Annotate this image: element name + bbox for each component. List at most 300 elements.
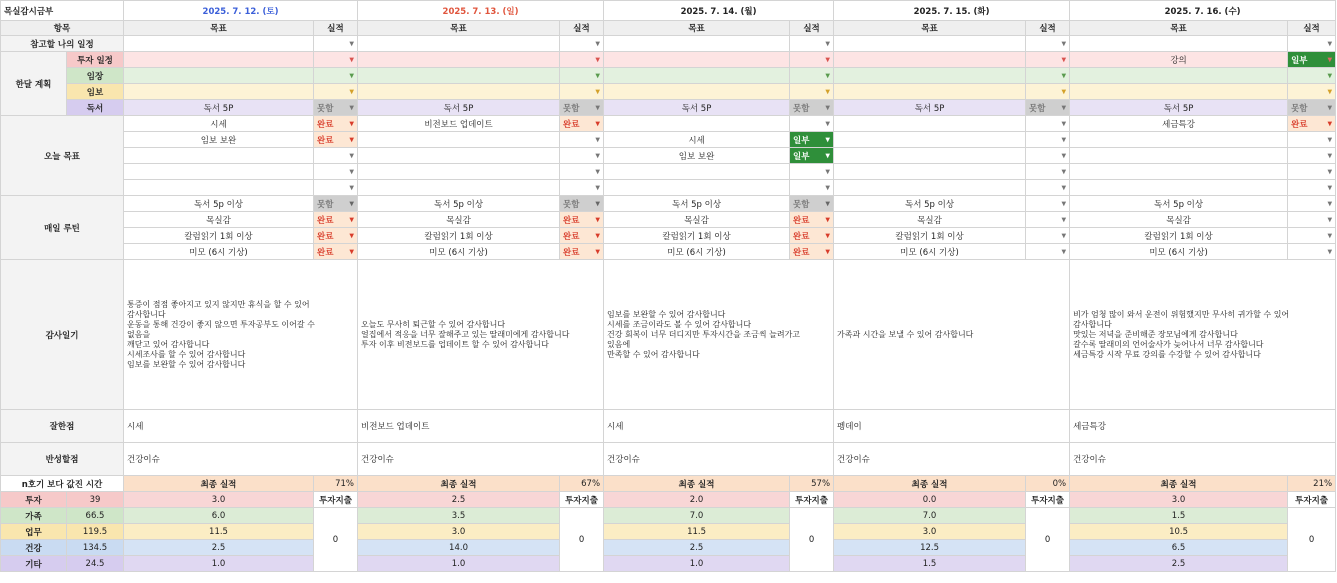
routine-goal-cell[interactable]	[124, 244, 314, 260]
month-plan-goal-cell[interactable]	[1070, 84, 1288, 100]
today-result-dropdown[interactable]	[1026, 164, 1070, 180]
reflection-cell[interactable]: 건강이슈	[604, 443, 834, 476]
dropdown-arrow-icon[interactable]: ▼	[825, 56, 831, 63]
dropdown-arrow-icon[interactable]: ▼	[349, 200, 355, 207]
hours-cell-family[interactable]: 1.5	[1070, 508, 1288, 524]
dropdown-arrow-icon[interactable]: ▼	[1061, 88, 1067, 95]
goal-value: 시세	[688, 135, 705, 146]
good-point-cell[interactable]: 비전보드 업데이트	[358, 410, 604, 443]
today-goal-cell[interactable]	[1070, 164, 1288, 180]
month-plan-result-dropdown[interactable]	[1026, 52, 1070, 68]
month-plan-goal-cell[interactable]	[604, 68, 790, 84]
dropdown-arrow-icon[interactable]: ▼	[825, 232, 831, 239]
dropdown-arrow-icon[interactable]: ▼	[1327, 40, 1333, 47]
date-header-4: 2025. 7. 16. (수)	[1070, 1, 1336, 21]
month-plan-result-dropdown[interactable]	[560, 100, 604, 116]
result-value: 못함	[317, 199, 334, 210]
today-goal-cell[interactable]	[358, 180, 560, 196]
month-plan-result-dropdown[interactable]	[314, 68, 358, 84]
hours-row-invest	[1, 492, 1336, 508]
month-plan-result-dropdown[interactable]	[790, 52, 834, 68]
hours-cell-health[interactable]: 6.5	[1070, 540, 1288, 556]
reference-result-dropdown[interactable]	[560, 36, 604, 52]
dropdown-arrow-icon[interactable]: ▼	[1327, 184, 1333, 191]
today-goal-cell[interactable]	[834, 164, 1026, 180]
gratitude-line: 가족과 시간을 보낼 수 있어 감사합니다	[837, 329, 974, 339]
today-goal-cell[interactable]	[358, 164, 560, 180]
month-plan-goal-cell[interactable]	[124, 84, 314, 100]
result-value: 완료	[317, 231, 334, 242]
goal-value: 칼럼읽기 1회 이상	[1144, 231, 1213, 242]
month-plan-goal-cell[interactable]	[358, 68, 560, 84]
today-result-dropdown[interactable]	[560, 116, 604, 132]
gratitude-cell[interactable]	[358, 260, 604, 410]
goal-value: 미모 (6시 기상)	[667, 247, 726, 258]
month-plan-result-dropdown[interactable]	[1026, 68, 1070, 84]
today-goal-cell[interactable]	[834, 116, 1026, 132]
dropdown-arrow-icon[interactable]: ▼	[825, 168, 831, 175]
result-value: 완료	[563, 231, 580, 242]
month-plan-goal-cell[interactable]	[834, 84, 1026, 100]
routine-result-dropdown[interactable]	[790, 212, 834, 228]
dropdown-arrow-icon[interactable]: ▼	[349, 248, 355, 255]
reflection-cell[interactable]: 건강이슈	[1070, 443, 1336, 476]
hours-cell-other[interactable]: 1.0	[124, 556, 314, 572]
routine-goal-cell[interactable]	[834, 212, 1026, 228]
gratitude-cell[interactable]	[124, 260, 358, 410]
reference-goal-cell[interactable]	[604, 36, 790, 52]
dropdown-arrow-icon[interactable]: ▼	[825, 200, 831, 207]
routine-result-dropdown[interactable]	[1026, 228, 1070, 244]
routine-goal-cell[interactable]	[1070, 244, 1288, 260]
today-result-dropdown[interactable]	[1026, 148, 1070, 164]
dropdown-arrow-icon[interactable]: ▼	[1327, 232, 1333, 239]
column-header-row	[1, 21, 1336, 36]
today-goal-cell[interactable]	[604, 180, 790, 196]
dropdown-arrow-icon[interactable]: ▼	[595, 104, 601, 111]
gratitude-line: 오늘도 무사히 퇴근할 수 있어 감사합니다	[361, 319, 506, 329]
goal-value: 미모 (6시 기상)	[900, 247, 959, 258]
routine-result-dropdown[interactable]	[1026, 212, 1070, 228]
month-plan-result-dropdown[interactable]	[1288, 100, 1336, 116]
month-plan-goal-cell[interactable]	[604, 52, 790, 68]
month-plan-row-imjang	[1, 68, 1336, 84]
gratitude-line: 깨닫고 있어 감사합니다	[127, 339, 210, 349]
month-plan-result-dropdown[interactable]	[1026, 100, 1070, 116]
dropdown-arrow-icon[interactable]: ▼	[1061, 200, 1067, 207]
invest-spend-value[interactable]: 0	[1026, 508, 1070, 572]
month-plan-goal-cell[interactable]	[358, 52, 560, 68]
dropdown-arrow-icon[interactable]: ▼	[1327, 216, 1333, 223]
dropdown-arrow-icon[interactable]: ▼	[595, 120, 601, 127]
today-goal-cell[interactable]	[124, 164, 314, 180]
goal-value: 독서 5P	[1163, 103, 1194, 114]
dropdown-arrow-icon[interactable]: ▼	[1061, 136, 1067, 143]
reflection-row	[1, 443, 1336, 476]
routine-goal-cell[interactable]	[358, 212, 560, 228]
routine-goal-cell[interactable]	[604, 212, 790, 228]
dropdown-arrow-icon[interactable]: ▼	[1061, 232, 1067, 239]
result-value: 못함	[563, 199, 580, 210]
month-plan-goal-cell[interactable]	[358, 100, 560, 116]
routine-result-dropdown[interactable]	[314, 212, 358, 228]
dropdown-arrow-icon[interactable]: ▼	[595, 40, 601, 47]
today-result-dropdown[interactable]	[1026, 116, 1070, 132]
dropdown-arrow-icon[interactable]: ▼	[1327, 56, 1333, 63]
good-point-label: 잘한점	[1, 410, 124, 443]
hours-cell-work[interactable]: 10.5	[1070, 524, 1288, 540]
goal-value: 미모 (6시 기상)	[429, 247, 488, 258]
hours-cell-family[interactable]: 7.0	[834, 508, 1026, 524]
dropdown-arrow-icon[interactable]: ▼	[595, 136, 601, 143]
hours-cell-other[interactable]: 2.5	[1070, 556, 1288, 572]
routine-result-dropdown[interactable]	[1288, 212, 1336, 228]
gratitude-line: 얼집에서 적응을 너무 잘해주고 있는 딸래미에게 감사합니다	[361, 329, 570, 339]
dropdown-arrow-icon[interactable]: ▼	[1061, 104, 1067, 111]
hours-cell-work[interactable]: 3.0	[834, 524, 1026, 540]
dropdown-arrow-icon[interactable]: ▼	[349, 40, 355, 47]
routine-goal-cell[interactable]	[834, 196, 1026, 212]
dropdown-arrow-icon[interactable]: ▼	[349, 104, 355, 111]
dropdown-arrow-icon[interactable]: ▼	[825, 40, 831, 47]
today-result-dropdown[interactable]	[560, 164, 604, 180]
hours-cell-other[interactable]: 1.5	[834, 556, 1026, 572]
dropdown-arrow-icon[interactable]: ▼	[1327, 104, 1333, 111]
today-result-dropdown[interactable]	[314, 148, 358, 164]
good-point-cell[interactable]: 시세	[124, 410, 358, 443]
final-result-percent: 71%	[314, 476, 358, 492]
month-plan-result-dropdown[interactable]	[314, 100, 358, 116]
dropdown-arrow-icon[interactable]: ▼	[349, 152, 355, 159]
today-result-dropdown[interactable]	[790, 180, 834, 196]
today-result-dropdown[interactable]	[1288, 180, 1336, 196]
month-plan-invest_schedule-label: 투자 일정	[67, 52, 124, 68]
today-goal-cell[interactable]	[1070, 148, 1288, 164]
dropdown-arrow-icon[interactable]: ▼	[1061, 152, 1067, 159]
today-result-dropdown[interactable]	[314, 132, 358, 148]
month-plan-goal-cell[interactable]	[604, 100, 790, 116]
invest-spend-value[interactable]: 0	[560, 508, 604, 572]
routine-goal-cell[interactable]	[124, 212, 314, 228]
today-result-dropdown[interactable]	[1026, 180, 1070, 196]
routine-result-dropdown[interactable]	[790, 228, 834, 244]
today-result-dropdown[interactable]	[1288, 148, 1336, 164]
hours-cell-other[interactable]: 1.0	[604, 556, 790, 572]
dropdown-arrow-icon[interactable]: ▼	[349, 184, 355, 191]
routine-row-1	[1, 212, 1336, 228]
month-plan-result-dropdown[interactable]	[1288, 68, 1336, 84]
hours-cell-invest[interactable]: 0.0	[834, 492, 1026, 508]
dropdown-arrow-icon[interactable]: ▼	[349, 232, 355, 239]
routine-result-dropdown[interactable]	[314, 196, 358, 212]
month-plan-goal-cell[interactable]	[124, 52, 314, 68]
routine-result-dropdown[interactable]	[560, 228, 604, 244]
gratitude-cell[interactable]	[604, 260, 834, 410]
today-goal-cell[interactable]	[604, 148, 790, 164]
dropdown-arrow-icon[interactable]: ▼	[825, 184, 831, 191]
routine-result-dropdown[interactable]	[1288, 196, 1336, 212]
dropdown-arrow-icon[interactable]: ▼	[825, 248, 831, 255]
dropdown-arrow-icon[interactable]: ▼	[595, 232, 601, 239]
hours-cell-work[interactable]: 11.5	[124, 524, 314, 540]
month-plan-label: 한달 계획	[1, 52, 67, 116]
today-goal-cell[interactable]	[1070, 132, 1288, 148]
month-plan-goal-cell[interactable]	[124, 100, 314, 116]
dropdown-arrow-icon[interactable]: ▼	[825, 136, 831, 143]
hours-cell-work[interactable]: 3.0	[358, 524, 560, 540]
final-result-label: 최종 실적	[124, 476, 314, 492]
month-plan-imjang-label: 임장	[67, 68, 124, 84]
routine-goal-cell[interactable]	[604, 228, 790, 244]
today-goal-cell[interactable]	[358, 148, 560, 164]
routine-result-dropdown[interactable]	[560, 244, 604, 260]
routine-goal-cell[interactable]	[358, 196, 560, 212]
month-plan-goal-cell[interactable]	[604, 84, 790, 100]
today-goal-cell[interactable]	[124, 116, 314, 132]
today-result-dropdown[interactable]	[790, 148, 834, 164]
dropdown-arrow-icon[interactable]: ▼	[1061, 184, 1067, 191]
dropdown-arrow-icon[interactable]: ▼	[595, 184, 601, 191]
month-plan-result-dropdown[interactable]	[1288, 52, 1336, 68]
reference-goal-cell[interactable]	[124, 36, 314, 52]
today-result-dropdown[interactable]	[1026, 132, 1070, 148]
month-plan-result-dropdown[interactable]	[560, 84, 604, 100]
dropdown-arrow-icon[interactable]: ▼	[825, 120, 831, 127]
dropdown-arrow-icon[interactable]: ▼	[595, 72, 601, 79]
invest-spend-label: 투자지출	[1026, 492, 1070, 508]
routine-result-dropdown[interactable]	[314, 228, 358, 244]
month-plan-goal-cell[interactable]	[834, 100, 1026, 116]
hours-cell-health[interactable]: 2.5	[124, 540, 314, 556]
dropdown-arrow-icon[interactable]: ▼	[825, 104, 831, 111]
dropdown-arrow-icon[interactable]: ▼	[349, 216, 355, 223]
reference-goal-cell[interactable]	[834, 36, 1026, 52]
today-result-dropdown[interactable]	[1288, 164, 1336, 180]
today-goal-row-1	[1, 132, 1336, 148]
reference-goal-cell[interactable]	[1070, 36, 1288, 52]
routine-goal-cell[interactable]	[358, 244, 560, 260]
reflection-label: 반성할점	[1, 443, 124, 476]
today-result-dropdown[interactable]	[1288, 116, 1336, 132]
today-goal-cell[interactable]	[1070, 116, 1288, 132]
dropdown-arrow-icon[interactable]: ▼	[349, 120, 355, 127]
reference-result-dropdown[interactable]	[1026, 36, 1070, 52]
routine-goal-cell[interactable]	[124, 228, 314, 244]
final-result-label: 최종 실적	[834, 476, 1026, 492]
month-plan-goal-cell[interactable]	[1070, 100, 1288, 116]
invest-spend-value[interactable]: 0	[314, 508, 358, 572]
today-goal-cell[interactable]	[834, 148, 1026, 164]
goal-header: 목표	[604, 21, 790, 36]
routine-result-dropdown[interactable]	[790, 244, 834, 260]
reflection-cell[interactable]: 건강이슈	[834, 443, 1070, 476]
month-plan-goal-cell[interactable]	[1070, 68, 1288, 84]
reference-result-dropdown[interactable]	[1288, 36, 1336, 52]
routine-result-dropdown[interactable]	[1288, 228, 1336, 244]
dropdown-arrow-icon[interactable]: ▼	[1061, 56, 1067, 63]
dropdown-arrow-icon[interactable]: ▼	[825, 72, 831, 79]
month-plan-result-dropdown[interactable]	[790, 68, 834, 84]
today-result-dropdown[interactable]	[1288, 132, 1336, 148]
today-result-dropdown[interactable]	[314, 180, 358, 196]
today-goal-cell[interactable]	[1070, 180, 1288, 196]
routine-goal-cell[interactable]	[834, 244, 1026, 260]
dropdown-arrow-icon[interactable]: ▼	[1061, 120, 1067, 127]
invest-spend-label: 투자지출	[560, 492, 604, 508]
dropdown-arrow-icon[interactable]: ▼	[595, 56, 601, 63]
month-plan-goal-cell[interactable]	[124, 68, 314, 84]
today-result-dropdown[interactable]	[790, 116, 834, 132]
goal-value: 독서 5p 이상	[672, 199, 722, 210]
dropdown-arrow-icon[interactable]: ▼	[825, 216, 831, 223]
hours-cell-health[interactable]: 14.0	[358, 540, 560, 556]
hours-cell-family[interactable]: 7.0	[604, 508, 790, 524]
item-header: 항목	[1, 21, 124, 36]
routine-result-dropdown[interactable]	[790, 196, 834, 212]
dropdown-arrow-icon[interactable]: ▼	[1327, 120, 1333, 127]
today-result-dropdown[interactable]	[790, 132, 834, 148]
dropdown-arrow-icon[interactable]: ▼	[349, 136, 355, 143]
dropdown-arrow-icon[interactable]: ▼	[595, 216, 601, 223]
dropdown-arrow-icon[interactable]: ▼	[1327, 72, 1333, 79]
dropdown-arrow-icon[interactable]: ▼	[595, 200, 601, 207]
today-goal-cell[interactable]	[834, 180, 1026, 196]
routine-goal-cell[interactable]	[604, 196, 790, 212]
today-result-dropdown[interactable]	[314, 164, 358, 180]
gratitude-line: 건강 회복이 너무 더디지만 투자시간을 조금씩 늘려가고	[607, 329, 801, 339]
routine-result-dropdown[interactable]	[1026, 244, 1070, 260]
dropdown-arrow-icon[interactable]: ▼	[595, 248, 601, 255]
reference-result-dropdown[interactable]	[790, 36, 834, 52]
month-plan-result-dropdown[interactable]	[314, 84, 358, 100]
routine-goal-cell[interactable]	[358, 228, 560, 244]
routine-result-dropdown[interactable]	[1026, 196, 1070, 212]
dropdown-arrow-icon[interactable]: ▼	[1327, 152, 1333, 159]
dropdown-arrow-icon[interactable]: ▼	[349, 168, 355, 175]
hours-cell-family[interactable]: 6.0	[124, 508, 314, 524]
dropdown-arrow-icon[interactable]: ▼	[349, 72, 355, 79]
routine-result-dropdown[interactable]	[1288, 244, 1336, 260]
dropdown-arrow-icon[interactable]: ▼	[349, 88, 355, 95]
today-result-dropdown[interactable]	[790, 164, 834, 180]
good-point-cell[interactable]: 펭데이	[834, 410, 1070, 443]
good-point-cell[interactable]: 세금특강	[1070, 410, 1336, 443]
invest-spend-value[interactable]: 0	[1288, 508, 1336, 572]
gratitude-cell[interactable]	[834, 260, 1070, 410]
dropdown-arrow-icon[interactable]: ▼	[1327, 168, 1333, 175]
dropdown-arrow-icon[interactable]: ▼	[1327, 200, 1333, 207]
result-value: 완료	[563, 215, 580, 226]
reference-goal-cell[interactable]	[358, 36, 560, 52]
dropdown-arrow-icon[interactable]: ▼	[1327, 248, 1333, 255]
category-total-health: 134.5	[67, 540, 124, 556]
hours-cell-family[interactable]: 3.5	[358, 508, 560, 524]
today-result-dropdown[interactable]	[560, 180, 604, 196]
month-plan-result-dropdown[interactable]	[560, 68, 604, 84]
invest-spend-value[interactable]: 0	[790, 508, 834, 572]
category-total-other: 24.5	[67, 556, 124, 572]
hours-cell-invest[interactable]: 2.5	[358, 492, 560, 508]
today-result-dropdown[interactable]	[560, 132, 604, 148]
today-goal-cell[interactable]	[604, 132, 790, 148]
today-goal-cell[interactable]	[604, 116, 790, 132]
dropdown-arrow-icon[interactable]: ▼	[1327, 136, 1333, 143]
month-plan-goal-cell[interactable]	[358, 84, 560, 100]
hours-cell-invest[interactable]: 2.0	[604, 492, 790, 508]
routine-result-dropdown[interactable]	[314, 244, 358, 260]
routine-goal-cell[interactable]	[834, 228, 1026, 244]
routine-goal-cell[interactable]	[1070, 196, 1288, 212]
today-goal-cell[interactable]	[358, 132, 560, 148]
dropdown-arrow-icon[interactable]: ▼	[1061, 216, 1067, 223]
routine-result-dropdown[interactable]	[560, 212, 604, 228]
dropdown-arrow-icon[interactable]: ▼	[595, 88, 601, 95]
month-plan-result-dropdown[interactable]	[790, 100, 834, 116]
today-result-dropdown[interactable]	[314, 116, 358, 132]
reflection-cell[interactable]: 건강이슈	[124, 443, 358, 476]
today-goal-cell[interactable]	[358, 116, 560, 132]
result-value: 완료	[1291, 119, 1308, 130]
hours-cell-health[interactable]: 12.5	[834, 540, 1026, 556]
today-goal-cell[interactable]	[834, 132, 1026, 148]
goal-value: 목실감	[917, 215, 942, 226]
routine-goal-cell[interactable]	[1070, 212, 1288, 228]
month-plan-result-dropdown[interactable]	[1026, 84, 1070, 100]
dropdown-arrow-icon[interactable]: ▼	[1061, 40, 1067, 47]
dropdown-arrow-icon[interactable]: ▼	[825, 152, 831, 159]
good-point-cell[interactable]: 시세	[604, 410, 834, 443]
month-plan-result-dropdown[interactable]	[1288, 84, 1336, 100]
hours-cell-health[interactable]: 2.5	[604, 540, 790, 556]
today-goal-cell[interactable]	[604, 164, 790, 180]
dropdown-arrow-icon[interactable]: ▼	[1061, 72, 1067, 79]
month-plan-goal-cell[interactable]	[834, 68, 1026, 84]
today-goal-cell[interactable]	[124, 180, 314, 196]
today-goal-cell[interactable]	[124, 148, 314, 164]
invest-spend-label: 투자지출	[314, 492, 358, 508]
goal-header: 목표	[124, 21, 314, 36]
routine-result-dropdown[interactable]	[560, 196, 604, 212]
today-goal-row-4	[1, 180, 1336, 196]
routine-goal-cell[interactable]	[124, 196, 314, 212]
today-result-dropdown[interactable]	[560, 148, 604, 164]
dropdown-arrow-icon[interactable]: ▼	[1061, 248, 1067, 255]
dropdown-arrow-icon[interactable]: ▼	[595, 168, 601, 175]
month-plan-result-dropdown[interactable]	[790, 84, 834, 100]
dropdown-arrow-icon[interactable]: ▼	[825, 88, 831, 95]
dropdown-arrow-icon[interactable]: ▼	[1327, 88, 1333, 95]
month-plan-result-dropdown[interactable]	[560, 52, 604, 68]
hours-cell-invest[interactable]: 3.0	[124, 492, 314, 508]
routine-goal-cell[interactable]	[1070, 228, 1288, 244]
hours-cell-invest[interactable]: 3.0	[1070, 492, 1288, 508]
hours-cell-work[interactable]: 11.5	[604, 524, 790, 540]
month-plan-goal-cell[interactable]	[1070, 52, 1288, 68]
reference-result-dropdown[interactable]	[314, 36, 358, 52]
dropdown-arrow-icon[interactable]: ▼	[349, 56, 355, 63]
month-plan-result-dropdown[interactable]	[314, 52, 358, 68]
result-value: 못함	[1291, 103, 1308, 114]
result-header: 실적	[1026, 21, 1070, 36]
routine-goal-cell[interactable]	[604, 244, 790, 260]
today-goal-cell[interactable]	[124, 132, 314, 148]
dropdown-arrow-icon[interactable]: ▼	[595, 152, 601, 159]
hours-cell-other[interactable]: 1.0	[358, 556, 560, 572]
dropdown-arrow-icon[interactable]: ▼	[1061, 168, 1067, 175]
reflection-cell[interactable]: 건강이슈	[358, 443, 604, 476]
month-plan-goal-cell[interactable]	[834, 52, 1026, 68]
gratitude-cell[interactable]	[1070, 260, 1336, 410]
